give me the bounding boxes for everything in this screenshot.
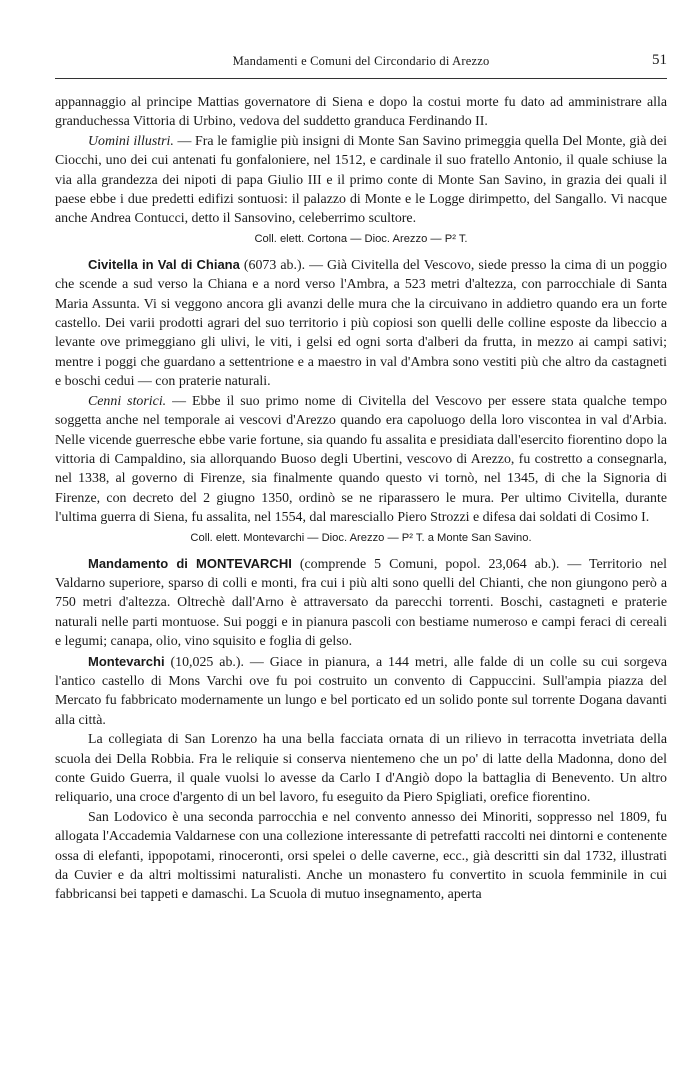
- paragraph-text: appannaggio al principe Mattias governatore di Siena e dopo la costui morte fu dato ad amministrare alla granduchessa Vittoria di Urbino, vedova del suddetto granduca Ferdinando II.: [55, 95, 667, 130]
- paragraph-lead: Cenni storici.: [88, 393, 167, 409]
- paragraph: [55, 132, 667, 229]
- paragraph: [55, 255, 667, 392]
- paragraph: [55, 392, 667, 528]
- paragraph-lead: Uomini illustri.: [88, 133, 174, 149]
- paragraph: [55, 808, 667, 905]
- paragraph-text: — Ebbe il suo primo nome di Civitella del Vescovo per essere stata qualche tempo soggetta anche nel temporale ai vescovi d'Arezzo quando era capoluogo della loro viscontea in val d'Arbia. Nelle vicende guerresche ebbe varie fortune, sia quando fu assalita e presidiata dall'esercito fiorentino dopo la vittoria di Campaldino, sia allorquando Buoso degli Ubertini, vescovo di Arezzo, fu costretto a consegnarla, nel 1338, al governo di Firenze, sia finalmente quando questo vi tornò, nel 1345, di che la Signoria di Firenze, con decreto del 2 giugno 1350, ordinò se ne riparassero le mura. Per ultimo Civitella, durante l'ultima guerra di Siena, fu assalita, nel 1554, dal maresciallo Piero Strozzi e difesa dai soldati di Cosimo I.: [55, 393, 667, 526]
- paragraph-heading: Civitella in Val di Chiana: [88, 256, 240, 272]
- paragraph: [55, 93, 667, 132]
- electoral-note: Coll. elett. Montevarchi — Dioc. Arezzo — P² T. a Monte San Savino.: [190, 531, 532, 544]
- paragraph-text: — Fra le famiglie più insigni di Monte San Savino primeggia quella Del Monte, già dei Ciocchi, uno dei cui antenati fu gonfaloniere, nel 1512, e cardinale il suo fratello Antonio, il quale schiuse la via alla grandezza dei nipoti di papa Giulio III e il primo conte di Monte San Savino, in grazia dei quali il paese ebbe i due predetti edifizi sontuosi: il palazzo di Monte e le Logge dirimpetto, del Sangallo. Vi nacque anche Andrea Contucci, detto il Sansovino, celeberrimo scultore.: [55, 133, 667, 227]
- paragraph: [55, 652, 667, 731]
- paragraph-heading: Montevarchi: [88, 653, 165, 669]
- header-rule: [55, 78, 667, 79]
- page-number: 51: [652, 52, 667, 68]
- paragraph: [55, 554, 667, 652]
- paragraph-text: (10,025 ab.). — Giace in pianura, a 144 metri, alle falde di un colle su cui sorgeva l'antico castello di Mons Varchi ove fu poi costruito un convento di Cappuccini. Sull'ampia piazza del Mercato fu fabbricato modernamente un lungo e bel porticato ed un solido ponte sul torrente Dogana davanti alla città.: [55, 654, 667, 728]
- electoral-note: Coll. elett. Cortona — Dioc. Arezzo — P² T.: [254, 232, 468, 245]
- paragraph-text: (comprende 5 Comuni, popol. 23,064 ab.). — Territorio nel Valdarno superiore, sparso di colli e monti, fra cui i più alti sono quelli del Chianti, che non giungono però a 750 metri d'altezza. Oltrechè dall'Arno è attraversato da parecchi torrenti. Boschi, castagneti e praterie naturali nelle parti montuose. Sui poggi e in pianura pascoli con bestiame numeroso e campi feraci di cereali e legumi; canapa, olio, vino squisito e foglia di gelso.: [55, 556, 667, 650]
- paragraph: [55, 730, 667, 808]
- page-body: [55, 93, 667, 905]
- paragraph-text: San Lodovico è una seconda parrocchia e nel convento annesso dei Minoriti, soppresso nel 1809, fu allogata l'Accademia Valdarnese con una collezione interessante di petrefatti raccolti nei dintorni e contenente ossa di elefanti, ippopotami, rinoceronti, orsi spelei o delle caverne, ecc., già descritti sin dal 1732, illustrati da Cuvier e da altri moltissimi naturalisti. Anche un monastero fu convertito in scuola femminile in cui fabbricansi bei tappeti e damaschi. La Scuola di mutuo insegnamento, aperta: [55, 809, 667, 903]
- running-header: [55, 52, 667, 74]
- paragraph-heading: Mandamento di MONTEVARCHI: [88, 555, 292, 571]
- paragraph-text: (6073 ab.). — Già Civitella del Vescovo, siede presso la cima di un poggio che scende a sud verso la Chiana e a nord verso l'Ambra, a 523 metri d'altezza, con parrocchiale di Santa Maria Assunta. Vi si veggono ancora gli avanzi delle mura che la circuivano in addietro quando era un forte castello. Dei varii prodotti agrari del suo territorio i più copiosi son quelli delle colline esposte da libeccio a levante ove primeggiano gli ulivi, le viti, i gelsi ed ogni sorta d'alberi da frutta, in mezzo ai campi sativi; mentre i poggi che guardano a settentrione e a maestro in val d'Ambra sono vestiti più che altro da castagneti e boschi cedui — con praterie naturali.: [55, 257, 668, 390]
- running-title: Mandamenti e Comuni del Circondario di Arezzo: [232, 54, 490, 68]
- paragraph-text: La collegiata di San Lorenzo ha una bella facciata ornata di un rilievo in terracotta invetriata della scuola dei Della Robbia. Fra le reliquie si conserva nientemeno che un po' di latte della Madonna, dono del conte Guido Guerra, il quale vuolsi lo avesse da Carlo I d'Angiò dopo la battaglia di Benevento. Un altro reliquario, una croce d'argento di un bel lavoro, fu eseguito da Piero Spigliati, orefice fiorentino.: [55, 732, 667, 806]
